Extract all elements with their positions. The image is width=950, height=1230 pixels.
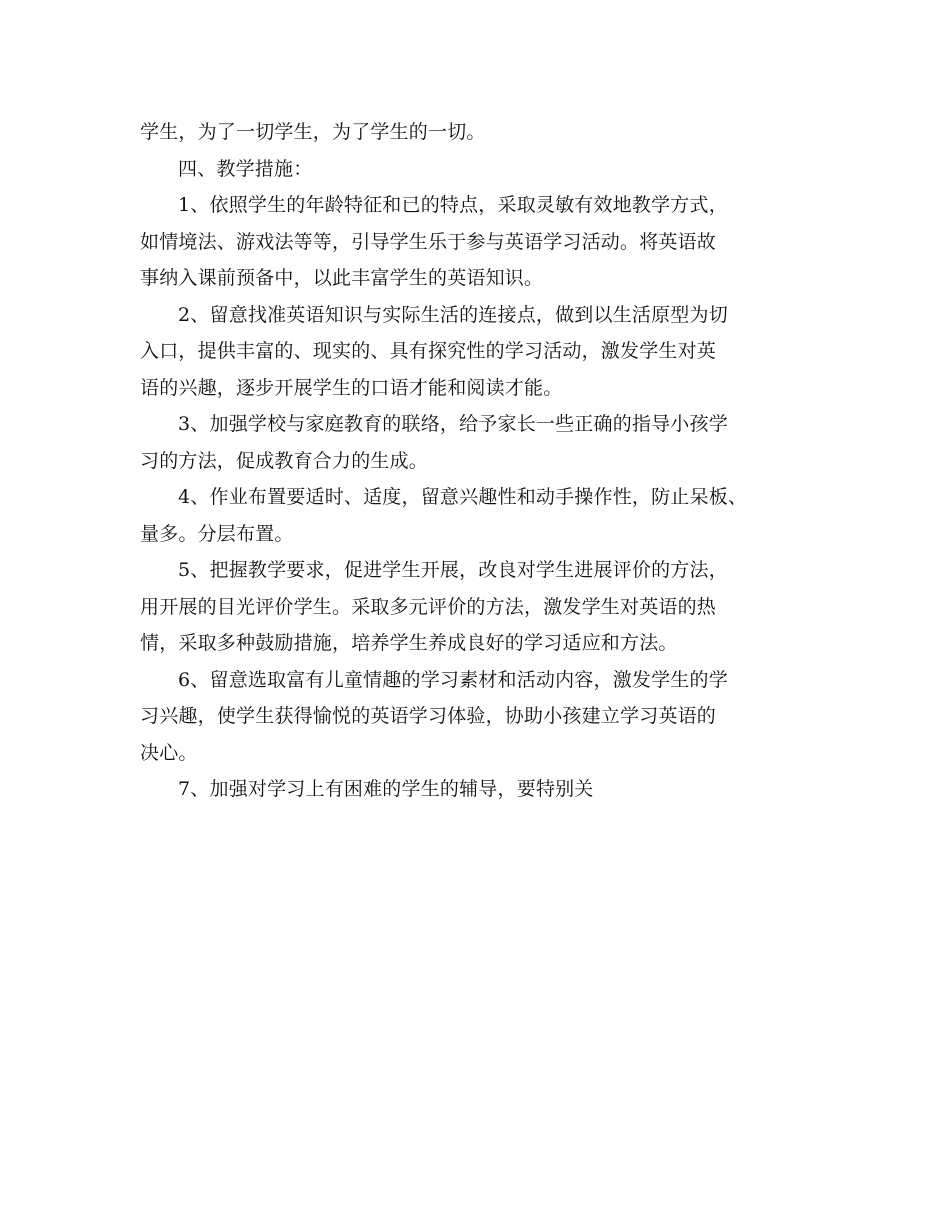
text-line: 如情境法、游戏法等等，引导学生乐于参与英语学习活动。将英语故 (140, 230, 717, 253)
text-line: 6、留意选取富有儿童情趣的学习素材和活动内容，激发学生的学 (178, 668, 728, 691)
text-line: 3、加强学校与家庭教育的联络，给予家长一些正确的指导小孩学 (178, 413, 728, 435)
section-heading: 四、教学措施： (178, 157, 313, 180)
text-line: 1、依照学生的年龄特征和已的特点，采取灵敏有效地教学方式， (178, 194, 728, 216)
text-line: 情，采取多种鼓励措施，培养学生养成良好的学习适应和方法。 (140, 632, 678, 654)
text-line: 量多。分层布置。 (140, 522, 294, 545)
document-body (140, 114, 820, 808)
text-line: 用开展的目光评价学生。采取多元评价的方法，激发学生对英语的热 (140, 595, 717, 618)
text-line: 入口，提供丰富的、现实的、具有探究性的学习活动，激发学生对英 (140, 340, 717, 362)
text-line: 7、加强对学习上有困难的学生的辅导，要特别关 (178, 778, 594, 800)
text-line: 习兴趣，使学生获得愉悦的英语学习体验，协助小孩建立学习英语的 (140, 705, 717, 727)
text-line: 事纳入课前预备中，以此丰富学生的英语知识。 (140, 267, 544, 289)
text-line: 学生，为了一切学生，为了学生的一切。 (140, 121, 486, 143)
text-line: 2、留意找准英语知识与实际生活的连接点，做到以生活原型为切 (178, 303, 728, 326)
text-line: 决心。 (140, 741, 198, 764)
text-line: 习的方法，促成教育合力的生成。 (140, 449, 429, 472)
text-line: 语的兴趣，逐步开展学生的口语才能和阅读才能。 (140, 376, 563, 399)
text-line: 5、把握教学要求，促进学生开展，改良对学生进展评价的方法， (178, 559, 728, 581)
text-line: 4、作业布置要适时、适度，留意兴趣性和动手操作性，防止呆板、 (178, 486, 748, 508)
